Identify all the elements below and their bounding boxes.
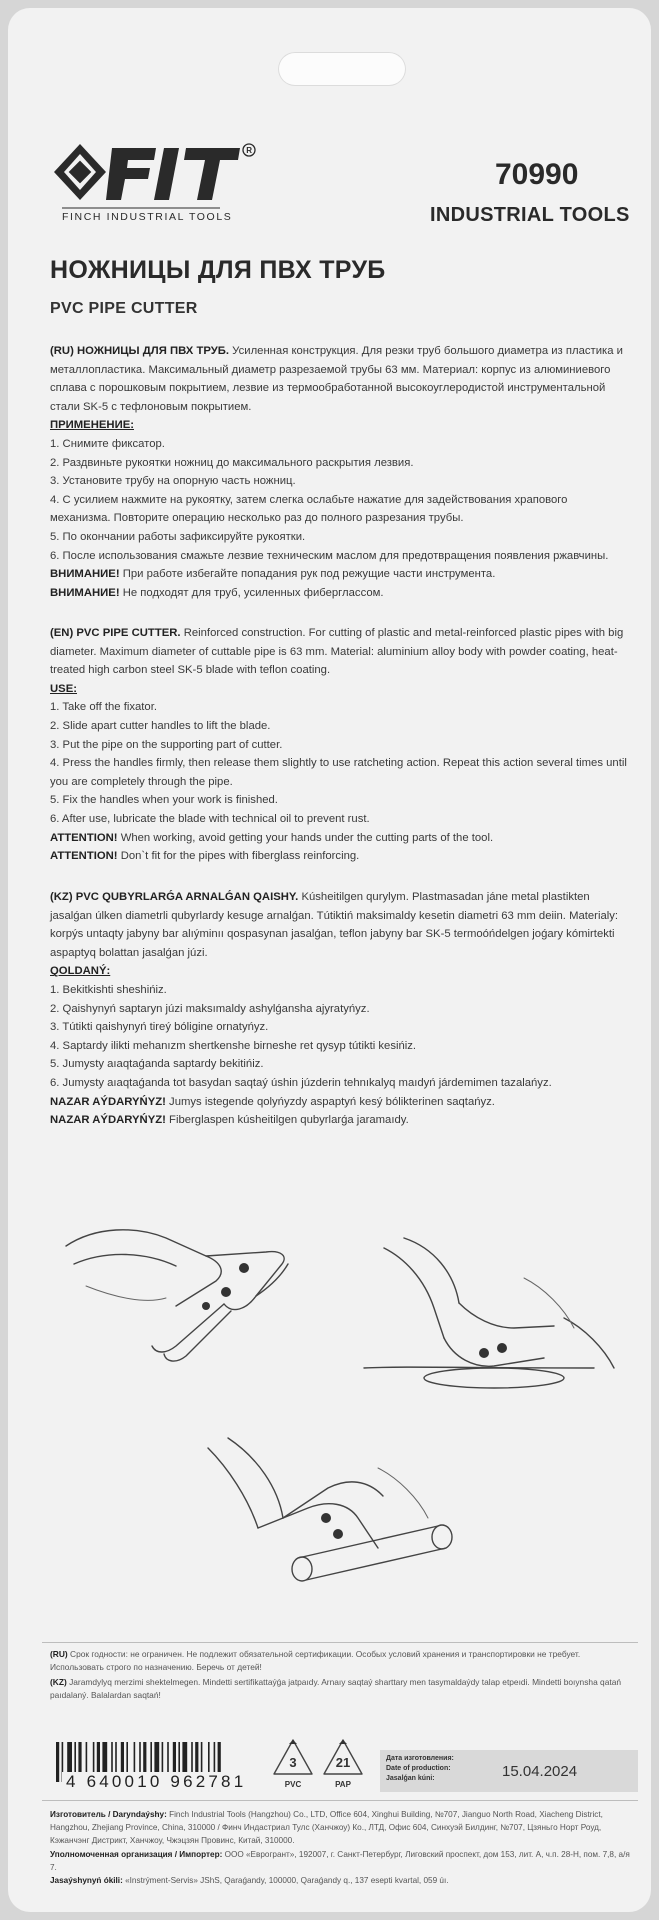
barcode-number: 4 640010 962781: [62, 1772, 250, 1792]
list-item: 3. Установите трубу на опорную часть ножниц.: [50, 475, 296, 488]
fine-ru: (RU) Срок годности: не ограничен. Не подлежит обязательной сертификации. Особых условий хранения и транспортировки не требует. Использовать строго по назначению. Беречь от детей!: [50, 1649, 581, 1672]
fine-kz: (KZ) Jaramdylyq merzimi shektelmegen. Mindetti sertifikattaýǵa jatpaıdy. Arnaıy saqtaý sharttary men tasymaldaýdy talap etpeıdi. Mindetti boıynsha qatań paıdalaný. Balalardan saqtań!: [50, 1677, 622, 1700]
product-title-ru: НОЖНИЦЫ ДЛЯ ПВХ ТРУБ: [50, 256, 386, 284]
list-item: 3. Tútikti qaishynyń tireý bóligine ornatyńyz.: [50, 1021, 269, 1034]
en-warning-2: ATTENTION! Don`t fit for the pipes with fiberglass reinforcing.: [50, 850, 360, 863]
en-warning-1: ATTENTION! When working, avoid getting your hands under the cutting parts of the tool.: [50, 831, 494, 844]
date-labels: Дата изготовления: Date of production: Jasalǵan kúni:: [386, 1755, 454, 1782]
svg-text:21: 21: [335, 1755, 351, 1770]
list-item: 6. После использования смажьте лезвие техническим маслом для предотвращения появления ржавчины.: [50, 549, 609, 562]
kz-warning-2: NAZAR AÝDARYŃYZ! Fiberglaspen kúsheitilgen qubyrlarǵa jaramaıdy.: [50, 1114, 409, 1127]
divider: [42, 1800, 638, 1801]
brand-tagline: INDUSTRIAL TOOLS: [430, 204, 630, 226]
production-date-box: [380, 1750, 638, 1792]
importer: Уполномоченная организация / Импортер: ООО «Еврогрант», 192007, г. Санкт-Петербург, Лиговский проспект, дом 153, лит. А, ч.п. 28-Н, пом. 7,8, а/я 7.: [50, 1849, 630, 1872]
list-item: 5. Jumysty aıaqtaǵanda saptardy bekitińiz.: [50, 1058, 264, 1071]
list-item: 1. Bekitkishti sheshińiz.: [50, 983, 167, 996]
ru-warning-1: ВНИМАНИЕ! При работе избегайте попадания рук под режущие части инструмента.: [50, 568, 496, 581]
logo-emblem-icon: [54, 144, 106, 200]
hang-hole: [278, 52, 406, 86]
article-number: 70990: [495, 158, 579, 191]
package-card: [8, 8, 651, 1912]
en-use-heading: USE:: [50, 682, 77, 695]
en-description-block: [50, 624, 630, 866]
kz-warning-1: NAZAR AÝDARYŃYZ! Jumys istegende qolyńyzdy aspaptyń kesý bólikterinen saqtańyz.: [50, 1095, 495, 1108]
list-item: 5. По окончании работы зафиксируйте рукоятки.: [50, 530, 306, 543]
storage-notes: [50, 1648, 630, 1704]
list-item: 2. Раздвиньте рукоятки ножниц до максимального раскрытия лезвия.: [50, 456, 414, 469]
list-item: 6. Jumysty aıaqtaǵanda tot basydan saqtaý úshin júzderin tehnıkalyq maıdyń járdemimen tazalańyz.: [50, 1076, 552, 1089]
svg-text:3: 3: [289, 1755, 297, 1770]
ru-intro: (RU) НОЖНИЦЫ ДЛЯ ПВХ ТРУБ. Усиленная конструкция. Для резки труб большого диаметра из пластика и металлопластика. Максимальный диаметр разрезаемой трубы 63 мм. Материал: корпус из алюминиевого сплава с порошковым покрытием, лезвие из термообработанной высокоуглеродистой инструментальной стали SK-5 с тефлоновым покрытием.: [50, 345, 623, 413]
list-item: 1. Снимите фиксатор.: [50, 437, 165, 450]
manufacturer-info: [50, 1808, 630, 1887]
ru-description-block: [50, 342, 630, 602]
maker: Изготовитель / Daryndaýshy: Finch Industrial Tools (Hangzhou) Co., LTD, Office 604, Xinghui Building, №707, Jianguo North Road, Xiacheng District, Hangzhou, Zhejiang Province, China, 310000 / Финч Индастриал Тулс (Ханчжоу) Ко., ЛТД, Офис 604, Синхуэй Билдинг, №707, Цзяньго Норт Роуд, Кэжанчэнг Дистрикт, Ханчжоу, Чжэцзян Провинс, Китай, 310000.: [50, 1810, 603, 1846]
ru-warning-2: ВНИМАНИЕ! Не подходят для труб, усиленных фиберглассом.: [50, 586, 384, 599]
kz-intro: (KZ) PVC QUBYRLARǴA ARNALǴAN QAISHY. Kúsheitilgen qurylym. Plastmasadan jáne metal plastikten jasalǵan úlken diametrli qubyrlardy kesuge arnalǵan. Tútiktiń maksimaldy kesetin diametri 63 mm deiin. Materialy: korpýs untaqty jabyny bar alıýminıı qospasynan jasalǵan, teflon jabyny bar SK-5 termoóńdelgen joǵary kómirtekti aspaptyq bolattan jasalǵan júzi.: [50, 891, 619, 959]
list-item: 5. Fix the handles when your work is finished.: [50, 794, 278, 807]
illustration-cutting-pipe: [344, 1218, 634, 1418]
fit-logo: [50, 138, 280, 230]
list-item: 4. Press the handles firmly, then release them slightly to use ratcheting action. Repeat this action several times until you are completely through the pipe.: [50, 757, 627, 788]
list-item: 2. Slide apart cutter handles to lift the blade.: [50, 719, 271, 732]
recycle-pap-icon: 21 PAP: [320, 1736, 366, 1796]
kz-description-block: [50, 888, 630, 1130]
product-title-en: PVC PIPE CUTTER: [50, 300, 198, 317]
list-item: 2. Qaishynyń saptaryn júzi maksımaldy ashylǵansha ajyratyńyz.: [50, 1002, 370, 1015]
list-item: 6. After use, lubricate the blade with technical oil to prevent rust.: [50, 812, 370, 825]
kz-use-heading: QOLDANÝ:: [50, 965, 111, 978]
service: Jasaýshynyń ókili: «Instrýment-Servis» JShS, Qaraǵandy, 100000, Qaraǵandy q., 137 esepti kvartal, 059 úı.: [50, 1876, 449, 1886]
list-item: 3. Put the pipe on the supporting part of cutter.: [50, 738, 283, 751]
list-item: 4. Saptardy ilikti mehanızm shertkenshe birneshe ret qysyp tútikti kesińiz.: [50, 1039, 417, 1052]
list-item: 1. Take off the fixator.: [50, 701, 157, 714]
divider: [42, 1642, 638, 1643]
illustration-open-cutter: [56, 1186, 316, 1376]
svg-text:R: R: [246, 146, 252, 155]
en-intro: (EN) PVC PIPE CUTTER. Reinforced construction. For cutting of plastic and metal-reinforced plastic pipes with big diameter. Maximum diameter of cuttable pipe is 63 mm. Material: aluminium alloy body with powder coating, heat-treated high carbon steel SK-5 blade with teflon coating.: [50, 627, 624, 677]
recycle-pvc-icon: 3 PVC: [270, 1736, 316, 1796]
production-date: 15.04.2024: [502, 1763, 578, 1780]
logo-sublabel: FINCH INDUSTRIAL TOOLS: [62, 211, 233, 223]
list-item: 4. С усилием нажмите на рукоятку, затем слегка ослабьте нажатие для задействования храпового механизма. Повторите операцию несколько раз до полного разрезания трубы.: [50, 493, 568, 525]
illustration-pipe-cut: [178, 1408, 478, 1618]
ru-use-heading: ПРИМЕНЕНИЕ:: [50, 419, 134, 432]
